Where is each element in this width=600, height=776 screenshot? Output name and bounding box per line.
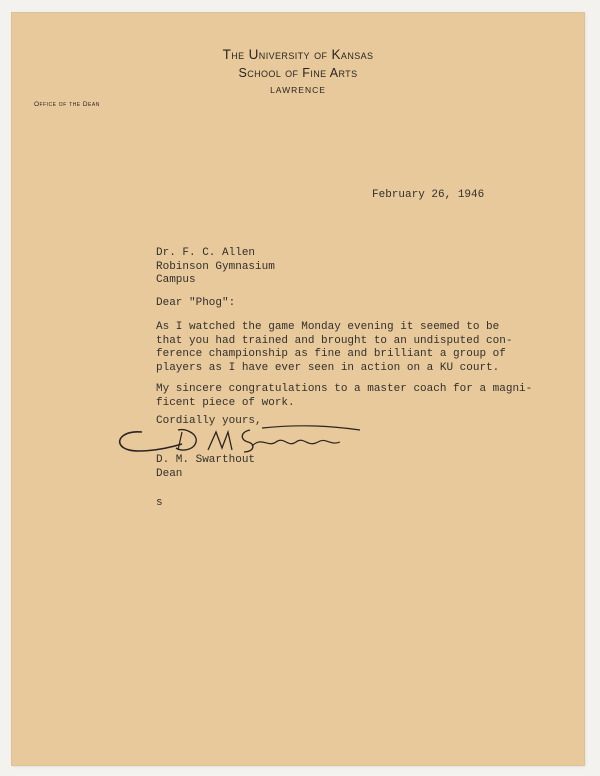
closing: Cordially yours, [156, 415, 262, 427]
recipient-line: Dr. F. C. Allen [156, 247, 256, 259]
body-line: that you had trained and brought to an undisputed con- [156, 334, 513, 347]
body-line: ference championship as fine and brilliant a group of [156, 348, 506, 360]
letter-page [12, 13, 584, 765]
body-line: ficent piece of work. [156, 396, 295, 409]
recipient-address [156, 247, 275, 288]
body-line: As I watched the game Monday evening it seemed to be [156, 321, 500, 333]
letterhead-university: The University of Kansas [222, 47, 374, 62]
recipient-line: Robinson Gymnasium [156, 260, 275, 273]
letterhead-city: LAWRENCE [270, 85, 326, 95]
office-of-dean-label: Office of the Dean [34, 101, 100, 108]
letter-date: February 26, 1946 [372, 189, 485, 201]
body-paragraph-1 [156, 321, 512, 375]
letterhead-school: School of Fine Arts [238, 66, 358, 80]
body-line: players as I have ever seen in action on a KU court. [156, 361, 500, 374]
salutation: Dear "Phog": [156, 297, 236, 309]
signer-block [156, 454, 255, 481]
signer-name: D. M. Swarthout [156, 454, 256, 466]
recipient-line: Campus [156, 274, 196, 286]
body-paragraph-2 [156, 383, 532, 410]
body-line: My sincere congratulations to a master coach for a magni- [156, 383, 533, 395]
typist-initials: s [156, 497, 163, 509]
signer-title: Dean [156, 467, 183, 480]
